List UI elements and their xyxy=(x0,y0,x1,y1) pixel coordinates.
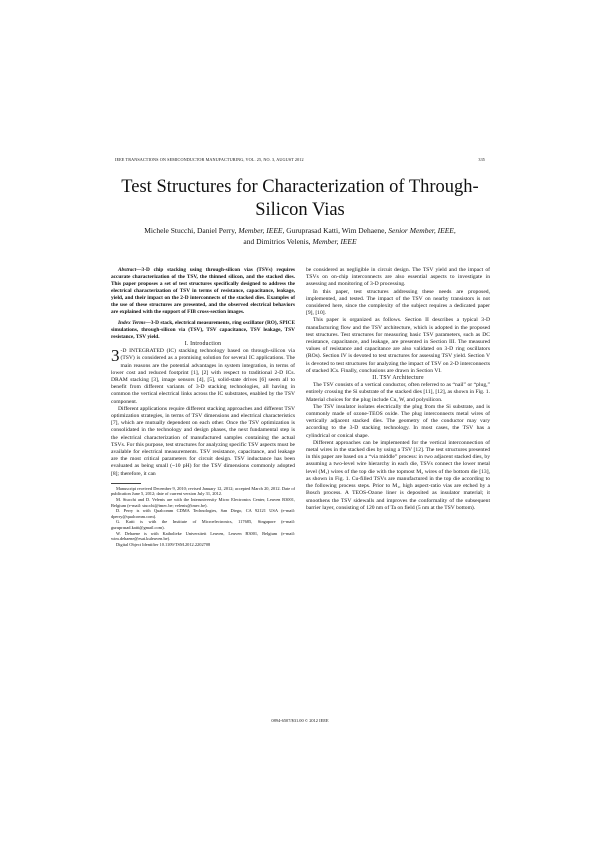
footnotes xyxy=(111,483,295,548)
index-terms-text: —3-D stack, electrical measurements, ring oscillator (RO), SPICE simulations, through-silicon via (TSV), TSV capacitance, TSV leakage, TSV resistance, TSV yield. xyxy=(111,320,295,340)
author-role-1: Member, IEEE, xyxy=(238,226,285,235)
footnote: Manuscript received December 9, 2010; revised January 12, 2012; accepted March 20, 2012. Date of publication June 5, 2012; date of current version July 31, 2012. xyxy=(111,485,295,497)
index-terms-label: Index Terms xyxy=(118,320,146,326)
intro-paragraph-1 xyxy=(111,348,295,406)
left-column xyxy=(111,267,295,547)
drop-cap: 3 xyxy=(111,346,120,366)
footnote: W. Dehaene is with Katholieke Universiteit Leuven, Leuven B3001, Belgium (e-mail: wim.dehaene@esat.kuleuven.be). xyxy=(111,530,295,542)
journal-header: IEEE TRANSACTIONS ON SEMICONDUCTOR MANUFACTURING, VOL. 25, NO. 3, AUGUST 2012 xyxy=(115,157,304,162)
copyright-footer: 0894-6507/$31.00 © 2012 IEEE xyxy=(271,718,329,723)
intro-p1-text: -D INTEGRATED (IC) stacking technology based on through-silicon via (TSV) is considered as a promising solution for several IC applications. The main reasons are the potential advantages in system integration, in terms of lower cost and reduced footprint [1], [2] with respect to traditional 2-D ICs. DRAM stacking [3], image sensors [4], [5], solid-state drives [6] seem all to benefit from different variants of 3-D stacking technologies, all having in common the vertical electrical links across the IC substrates, enabled by the TSV component. xyxy=(111,348,295,405)
author-line-1 xyxy=(100,225,500,236)
footnote: M. Stucchi and D. Velenis are with the Interuniversity Micro Electronics Center, Leuven B3001, Belgium (e-mail: stucchi@imec.be; velenis@imec.be). xyxy=(111,497,295,508)
running-header xyxy=(115,157,485,162)
body-paragraph: In this paper, test structures addressing these needs are proposed, implemented, and tested. The impact of the TSV on nearby transistors is not considered here, since the complexity of the subject requires a dedicated paper [9], [10]. xyxy=(306,288,490,317)
abstract-label: Abstract xyxy=(118,267,137,273)
author-role-3: Member, IEEE xyxy=(312,237,357,246)
author-names-3: and Dimitrios Velenis, xyxy=(243,237,311,246)
paper-title: Test Structures for Characterization of Through-Silicon Vias xyxy=(121,177,479,220)
author-names-1: Michele Stucchi, Daniel Perry, xyxy=(144,226,237,235)
footnote: D. Perry is with Qualcomm CDMA Technologies, San Diego, CA 92121 USA (e-mail: dperry@qualcomm.com). xyxy=(111,508,295,519)
section-heading-intro: I. Introduction xyxy=(184,341,222,347)
right-column xyxy=(306,267,490,512)
section-heading-tsv: II. TSV Architecture xyxy=(372,375,424,382)
author-role-2: Senior Member, IEEE, xyxy=(388,226,456,235)
footnote: Digital Object Identifier 10.1109/TSM.2012.2202708 xyxy=(116,541,211,547)
body-paragraph: This paper is organized as follows. Section II describes a typical 3-D manufacturing flow and the TSV architecture, which is adopted in the proposed test structures. Test structures for measuring basic TSV parameters, such as DC resistance, capacitance, and leakage, are presented in Section III. The measured values of resistance and capacitance are also validated on 3-D ring oscillators (ROs). Section IV is devoted to test structures for assessing TSV yield. Section V is devoted to test structures for analyzing the impact of TSV on 2-D interconnects of stacked ICs. Finally, conclusions are drawn in Section VI. xyxy=(306,317,490,374)
author-names-2: Guruprasad Katti, Wim Dehaene, xyxy=(286,226,387,235)
footnote-rule xyxy=(111,483,141,484)
body-paragraph: The TSV consists of a vertical conductor, often referred to as “nail” or “plug,” entirely crossing the Si substrate of the stacked dies [11], [12], as shown in Fig. 1. Material choices for the plug include Cu, W, and polysilicon. xyxy=(306,382,490,403)
body-paragraph: be considered as negligible in circuit design. The TSV yield and the impact of TSVs on on-chip interconnects are also essential aspects to investigate in assessing and monitoring of 3-D processing. xyxy=(306,267,490,288)
author-line-2 xyxy=(100,236,500,247)
index-terms xyxy=(111,320,295,341)
footnote: G. Katti is with the Institute of Microelectronics, 117685, Singapore (e-mail: guruprasad.katti@gmail.com). xyxy=(111,519,295,531)
body-paragraph: The TSV insulator isolates electrically the plug from the Si substrate, and is commonly made of ozone-TEOS oxide. The plug interconnects metal wires of vertically adjacent stacked dies. The geometry of the conductor may vary according to the 3-D stacking technology. In most cases, the TSV has a cylindrical or conical shape. xyxy=(306,403,490,439)
body-paragraph: Different approaches can be implemented for the vertical interconnection of metal wires in the stacked dies by using a TSV [12]. The test structures presented in this paper are based on a “via middle” process: in two adjacent stacked dies, by assuming a two-level wire hierarchy in each die, TSVs connect the lower metal level (M₁) wires of the top die with the topmost M₂ wires of the bottom die [13], as shown in Fig. 1. Cu-filled TSVs are manufactured in the top die according to the following process steps. Prior to M₁, high aspect-ratio vias are etched by a Bosch process. A TEOS-Ozone liner is deposited as insulator material; it smoothens the TSV sidewalls and improves the conformality of the subsequent barrier layer, consisting of 120 nm of Ta on field (5 nm at the TSV bottom). xyxy=(306,439,490,511)
author-block xyxy=(100,225,500,247)
intro-paragraph-2: Different applications require different stacking approaches and different TSV optimization strategies, in terms of TSV dimensions and electrical characteristics [7], which are mutually dependent on each other. Once the TSV optimization is consolidated in the technology and design phases, the next fundamental step is the electrical characterization of manufactured samples containing the actual TSVs. For this purpose, test structures for analyzing specific TSV aspects must be available for electrical measurements. TSV resistance, capacitance, and leakage are the most critical parameters for circuit design. TSV inductance has been evaluated as being small (~10 pH) for the TSV dimensions commonly adopted [8]; therefore, it can xyxy=(111,405,295,477)
page-number: 335 xyxy=(478,157,485,162)
abstract xyxy=(111,267,295,316)
abstract-text: —3-D chip stacking using through-silicon vias (TSVs) requires accurate characterization of the TSV, the thinned silicon, and the stacked dies. This paper proposes a set of test structures specifically designed to address the electrical characterization of TSV in terms of resistance, capacitance, leakage, yield, and their impact on the 2-D interconnects of the stacked dies. Examples of the use of these structures are presented, and the observed electrical behaviors are explained with the support of FIB cross-section images. xyxy=(111,267,295,315)
